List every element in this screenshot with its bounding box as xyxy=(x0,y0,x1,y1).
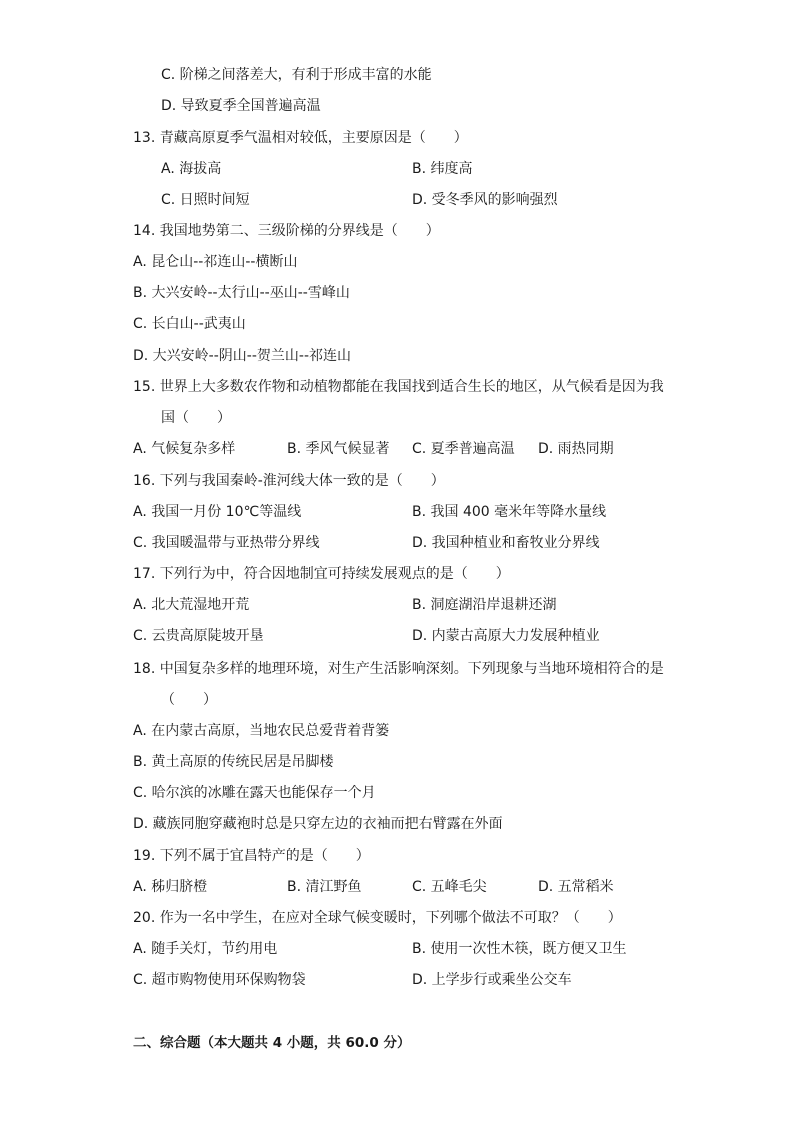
q15-option-c: C. 夏季普遍高温 xyxy=(412,441,515,457)
q19-option-c: C. 五峰毛尖 xyxy=(412,879,487,895)
q13-option-c: C. 日照时间短 xyxy=(161,192,250,208)
q18-option-b: B. 黄土高原的传统民居是吊脚楼 xyxy=(133,754,334,770)
q14-stem: 14. 我国地势第二、三级阶梯的分界线是（ ） xyxy=(133,223,440,239)
q13-option-b: B. 纬度高 xyxy=(412,161,473,177)
q18-option-a: A. 在内蒙古高原，当地农民总爱背着背篓 xyxy=(133,723,390,739)
q16-option-d: D. 我国种植业和畜牧业分界线 xyxy=(412,535,600,551)
q15-stem-continued: 国（ ） xyxy=(161,410,231,426)
q19-option-b: B. 清江野鱼 xyxy=(287,879,362,895)
q16-option-c: C. 我国暖温带与亚热带分界线 xyxy=(133,535,320,551)
q20-option-a: A. 随手关灯，节约用电 xyxy=(133,941,278,957)
q19-option-a: A. 秭归脐橙 xyxy=(133,879,208,895)
q18-option-c: C. 哈尔滨的冰雕在露天也能保存一个月 xyxy=(133,785,376,801)
q20-option-c: C. 超市购物使用环保购物袋 xyxy=(133,972,306,988)
q16-option-b: B. 我国 400 毫米年等降水量线 xyxy=(412,504,607,520)
q15-option-b: B. 季风气候显著 xyxy=(287,441,390,457)
q13-option-d: D. 受冬季风的影响强烈 xyxy=(412,192,558,208)
q17-stem: 17. 下列行为中，符合因地制宜可持续发展观点的是（ ） xyxy=(133,566,510,582)
q20-option-d: D. 上学步行或乘坐公交车 xyxy=(412,972,572,988)
q17-option-b: B. 洞庭湖沿岸退耕还湖 xyxy=(412,597,557,613)
q14-option-d: D. 大兴安岭--阴山--贺兰山--祁连山 xyxy=(133,348,351,364)
q17-option-a: A. 北大荒湿地开荒 xyxy=(133,597,250,613)
q12-option-c: C. 阶梯之间落差大，有利于形成丰富的水能 xyxy=(161,67,432,83)
q17-option-d: D. 内蒙古高原大力发展种植业 xyxy=(412,628,600,644)
q16-stem: 16. 下列与我国秦岭-淮河线大体一致的是（ ） xyxy=(133,473,445,489)
q20-stem: 20. 作为一名中学生，在应对全球气候变暖时，下列哪个做法不可取？（ ） xyxy=(133,910,622,926)
q14-option-b: B. 大兴安岭--太行山--巫山--雪峰山 xyxy=(133,285,350,301)
q15-option-d: D. 雨热同期 xyxy=(538,441,614,457)
q13-stem: 13. 青藏高原夏季气温相对较低，主要原因是（ ） xyxy=(133,130,468,146)
q15-option-a: A. 气候复杂多样 xyxy=(133,441,236,457)
q17-option-c: C. 云贵高原陡坡开垦 xyxy=(133,628,264,644)
q18-option-d: D. 藏族同胞穿藏袍时总是只穿左边的衣袖而把右臂露在外面 xyxy=(133,816,503,832)
q13-option-a: A. 海拔高 xyxy=(161,161,222,177)
q14-option-c: C. 长白山--武夷山 xyxy=(133,316,246,332)
q18-stem: 18. 中国复杂多样的地理环境，对生产生活影响深刻。下列现象与当地环境相符合的是 xyxy=(133,661,664,677)
q20-option-b: B. 使用一次性木筷，既方便又卫生 xyxy=(412,941,627,957)
q15-stem: 15. 世界上大多数农作物和动植物都能在我国找到适合生长的地区，从气候看是因为我 xyxy=(133,379,664,395)
q12-option-d: D. 导致夏季全国普遍高温 xyxy=(161,98,321,114)
q16-option-a: A. 我国一月份 10℃等温线 xyxy=(133,504,302,520)
section-heading: 二、综合题（本大题共 4 小题，共 60.0 分） xyxy=(133,1035,411,1051)
q18-stem-continued: （ ） xyxy=(161,692,217,708)
q19-stem: 19. 下列不属于宜昌特产的是（ ） xyxy=(133,848,370,864)
q19-option-d: D. 五常稻米 xyxy=(538,879,614,895)
q14-option-a: A. 昆仑山--祁连山--横断山 xyxy=(133,254,298,270)
